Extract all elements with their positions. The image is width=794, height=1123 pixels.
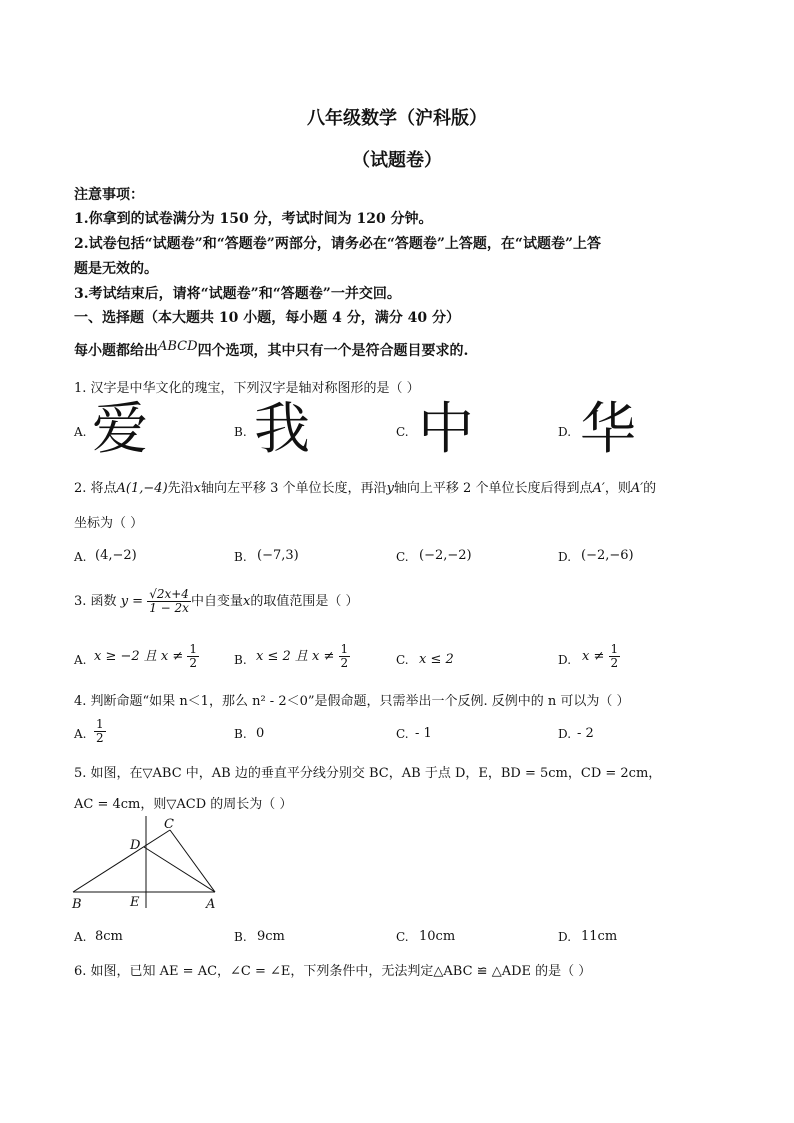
q3-label-b: B. (234, 653, 247, 667)
q3-option-b-frac (339, 643, 351, 670)
notes-heading: 注意事项： (74, 187, 144, 203)
q4-option-a-frac (94, 718, 106, 745)
vertex-b: B (72, 897, 82, 912)
q1-stem: 1. 汉字是中华文化的瑰宝，下列汉字是轴对称图形的是（ ） (74, 381, 420, 396)
q2-var-x: x (193, 481, 202, 496)
q1-char-a: 爱 (92, 397, 148, 462)
q5-label-b: B. (234, 930, 247, 944)
q2-stem-line2: 坐标为（ ） (74, 516, 144, 531)
q2-text: 2. 将点 (74, 481, 117, 496)
q5-stem-line2: AC = 4cm，则▽ACD 的周长为（ ） (74, 797, 293, 812)
segment-ca (170, 830, 215, 892)
q2-point: A(1,−4) (116, 481, 168, 496)
q2-text: 轴向左平移 3 个单位长度，再沿 (201, 481, 387, 496)
q2-option-d: (−2,−6) (581, 548, 634, 563)
q3-option-b (256, 643, 350, 670)
q1-char-c: 中 (418, 397, 474, 462)
frac-num: 1 (610, 642, 619, 656)
vertex-a: A (206, 897, 216, 912)
q3-option-d (582, 643, 620, 670)
segment-bc (73, 830, 170, 892)
q5-option-c: 10cm (419, 929, 456, 944)
q5-label-c: C. (396, 930, 409, 944)
q3-var-x: x (242, 594, 251, 609)
frac-num: 1 (189, 642, 198, 656)
segment-da (144, 847, 215, 892)
frac-den: 2 (96, 731, 104, 745)
q2-label-a: A. (74, 550, 87, 564)
q3-label-d: D. (558, 653, 572, 667)
q5-option-a: 8cm (95, 929, 123, 944)
q2-option-b: (−7,3) (257, 548, 299, 563)
q4-label-d: D. (558, 727, 572, 741)
q3-label-c: C. (396, 653, 409, 667)
q3-option-c: x ≤ 2 (419, 652, 454, 667)
q4-label-b: B. (234, 727, 247, 741)
vertex-c: C (164, 817, 174, 832)
q2-var-y: y (386, 481, 394, 496)
q3-fraction (147, 588, 191, 615)
note-item: 题是无效的。 (74, 261, 158, 277)
frac-den: 2 (189, 656, 198, 670)
frac-num: 1 (96, 717, 104, 731)
q4-option-b: 0 (256, 726, 265, 741)
q2-point-prime: A′ (592, 481, 605, 496)
note-item: 2.试卷包括“试题卷”和“答题卷”两部分，请务必在“答题卷”上答题，在“试题卷”上答 (74, 236, 602, 252)
q3-y: y = (120, 594, 144, 609)
q2-text: 轴向上平移 2 个单位长度后得到点 (393, 481, 593, 496)
q2-label-b: B. (234, 550, 247, 564)
q4-option-a (94, 718, 106, 745)
q3-option-d-frac (609, 643, 621, 670)
q3-denominator: 1 − 2x (149, 601, 189, 615)
q1-label-d: D. (558, 425, 572, 439)
frac-num: 1 (340, 642, 349, 656)
instruction-pre: 每小题都给出 (74, 343, 158, 359)
q2-label-c: C. (396, 550, 409, 564)
q2-text: 的 (643, 481, 657, 496)
q5-label-a: A. (74, 930, 87, 944)
q5-label-d: D. (558, 930, 572, 944)
section-heading: 一、选择题（本大题共 10 小题，每小题 4 分，满分 40 分） (74, 310, 460, 326)
section-instruction (74, 340, 468, 360)
q2-stem (74, 477, 656, 496)
q3-option-a-frac (187, 643, 199, 670)
q4-label-c: C. (396, 727, 409, 741)
q2-point-prime: A′ (630, 481, 644, 496)
q2-text: ，则 (604, 481, 631, 496)
q3-text: 中自变量 (190, 594, 243, 609)
vertex-d: D (130, 838, 141, 853)
q3-label-a: A. (74, 653, 87, 667)
q1-label-b: B. (234, 425, 247, 439)
q4-option-c: - 1 (415, 726, 432, 741)
q2-label-d: D. (558, 550, 572, 564)
q1-label-a: A. (74, 425, 87, 439)
q1-char-b: 我 (254, 397, 310, 462)
instruction-post: 四个选项，其中只有一个是符合题目要求的. (197, 343, 469, 359)
frac-den: 2 (340, 656, 349, 670)
note-item: 3.考试结束后，请将“试题卷”和“答题卷”一并交回。 (74, 286, 401, 302)
q4-stem: 4. 判断命题“如果 n＜1，那么 n² - 2＜0”是假命题，只需举出一个反例. 反例中的 n 可以为（ ） (74, 694, 630, 709)
note-item: 1.你拿到的试卷满分为 150 分，考试时间为 120 分钟。 (74, 211, 433, 227)
vertex-e: E (130, 895, 140, 910)
q2-option-c: (−2,−2) (419, 548, 472, 563)
instruction-letters: ABCD (158, 339, 198, 354)
q5-triangle-figure (60, 812, 230, 912)
q3-option-a-text: x ≥ −2 且 x ≠ (94, 649, 184, 664)
frac-den: 2 (610, 656, 619, 670)
q3-text: 3. 函数 (74, 594, 117, 609)
page-subtitle: （试题卷） (352, 150, 442, 171)
q5-option-b: 9cm (257, 929, 285, 944)
q4-option-d: - 2 (577, 726, 594, 741)
q3-numerator: √2x+4 (149, 587, 189, 601)
q2-option-a: (4,−2) (95, 548, 137, 563)
q4-label-a: A. (74, 727, 87, 741)
q3-option-a (94, 643, 199, 670)
q1-label-c: C. (396, 425, 409, 439)
q5-option-d: 11cm (581, 929, 618, 944)
q6-stem: 6. 如图，已知 AE = AC，∠C = ∠E，下列条件中，无法判定△ABC ≌ △ADE 的是（ ） (74, 964, 592, 979)
q1-char-d: 华 (580, 397, 636, 462)
q3-stem (74, 588, 358, 615)
page-title: 八年级数学（沪科版） (307, 108, 487, 129)
q2-text: 先沿 (167, 481, 194, 496)
q3-option-d-text: x ≠ (582, 649, 605, 664)
q3-option-b-text: x ≤ 2 且 x ≠ (256, 649, 335, 664)
q5-stem-line1: 5. 如图，在▽ABC 中，AB 边的垂直平分线分别交 BC，AB 于点 D，E，BD = 5cm，CD = 2cm， (74, 766, 662, 781)
q3-text: 的取值范围是（ ） (250, 594, 359, 609)
